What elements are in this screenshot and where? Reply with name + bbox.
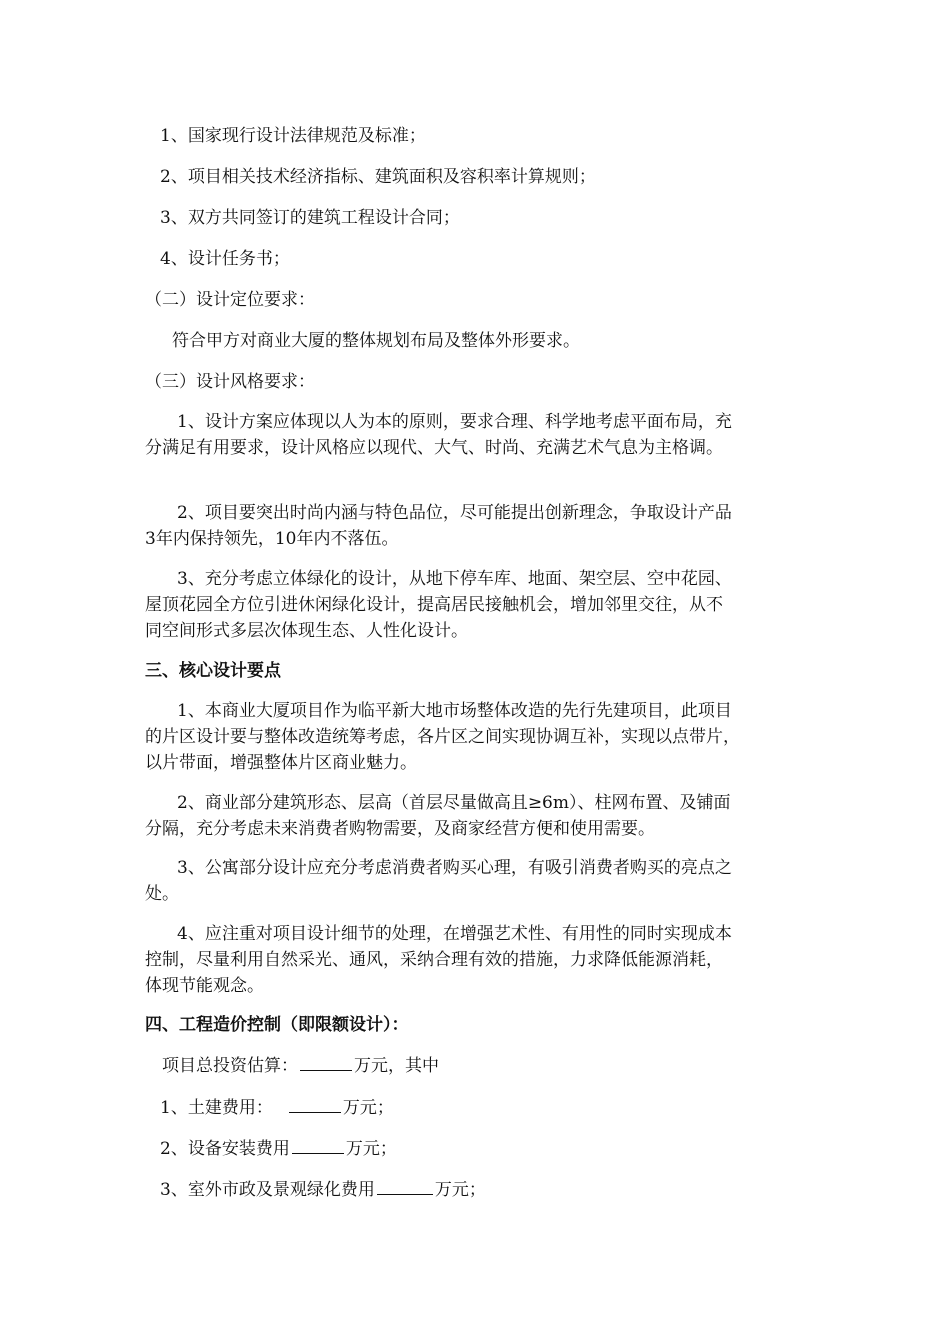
cost-item-1-label: 1、土建费用：: [160, 1098, 273, 1118]
core-p3-line-2: 处。: [145, 884, 179, 904]
style-p1-line-1: 1、设计方案应体现以人为本的原则，要求合理、科学地考虑平面布局，充: [177, 412, 732, 432]
core-paragraph-1: [145, 698, 810, 776]
style-p3-line-2: 屋顶花园全方位引进休闲绿化设计，提高居民接触机会，增加邻里交往，从不: [145, 595, 723, 615]
core-p4-line-3: 体现节能观念。: [145, 976, 264, 996]
core-p4-line-1: 4、应注重对项目设计细节的处理，在增强艺术性、有用性的同时实现成本: [177, 924, 732, 944]
basis-item-4: 4、设计任务书；: [160, 249, 290, 269]
cost-item-3: [160, 1176, 486, 1203]
core-paragraph-4: [145, 921, 810, 999]
core-p1-line-2: 的片区设计要与整体改造统筹考虑，各片区之间实现协调互补，实现以点带片，: [145, 727, 740, 747]
positioning-text: 符合甲方对商业大厦的整体规划布局及整体外形要求。: [172, 331, 580, 351]
core-p4-line-2: 控制，尽量利用自然采光、通风，采纳合理有效的措施，力求降低能源消耗，: [145, 950, 723, 970]
cost-item-1-blank: [289, 1094, 341, 1113]
cost-item-1: [160, 1094, 394, 1121]
cost-total-blank: [300, 1052, 352, 1071]
cost-item-2-label: 2、设备安装费用: [160, 1139, 290, 1159]
cost-item-3-label: 3、室外市政及景观绿化费用: [160, 1180, 375, 1200]
basis-item-3: 3、双方共同签订的建筑工程设计合同；: [160, 208, 460, 228]
core-p2-line-2: 分隔，充分考虑未来消费者购物需要，及商家经营方便和使用需要。: [145, 819, 655, 839]
core-p1-line-3: 以片带面，增强整体片区商业魅力。: [145, 753, 417, 773]
cost-item-2-blank: [292, 1135, 344, 1154]
cost-total-line: [162, 1052, 439, 1079]
cost-item-2-unit: 万元；: [345, 1139, 397, 1159]
cost-total-label: 项目总投资估算：: [162, 1056, 298, 1076]
cost-item-2: [160, 1135, 397, 1162]
style-p1-line-2: 分满足有用要求，设计风格应以现代、大气、时尚、充满艺术气息为主格调。: [145, 438, 723, 458]
core-p1-line-1: 1、本商业大厦项目作为临平新大地市场整体改造的先行先建项目，此项目: [177, 701, 732, 721]
positioning-heading: （二）设计定位要求：: [145, 290, 315, 310]
style-p3-line-3: 同空间形式多层次体现生态、人性化设计。: [145, 621, 468, 641]
core-paragraph-2: [145, 790, 810, 842]
style-paragraph-1: [145, 409, 810, 461]
core-p2-line-1: 2、商业部分建筑形态、层高（首层尽量做高且≥6m）、柱网布置、及铺面: [177, 793, 731, 813]
cost-heading: 四、工程造价控制（即限额设计）：: [145, 1015, 409, 1035]
cost-total-unit: 万元，其中: [354, 1056, 439, 1076]
cost-item-1-unit: 万元；: [342, 1098, 394, 1118]
core-heading: 三、核心设计要点: [145, 661, 281, 681]
basis-item-2: 2、项目相关技术经济指标、建筑面积及容积率计算规则；: [160, 167, 596, 187]
style-p2-line-2: 3年内保持领先，10年内不落伍。: [145, 529, 399, 549]
style-p2-line-1: 2、项目要突出时尚内涵与特色品位，尽可能提出创新理念，争取设计产品: [177, 503, 732, 523]
style-paragraph-2: [145, 500, 810, 552]
cost-item-3-unit: 万元；: [434, 1180, 486, 1200]
style-paragraph-3: [145, 566, 810, 644]
core-paragraph-3: [145, 855, 810, 907]
style-heading: （三）设计风格要求：: [145, 372, 315, 392]
basis-item-1: 1、国家现行设计法律规范及标准；: [160, 126, 426, 146]
style-p3-line-1: 3、充分考虑立体绿化的设计，从地下停车库、地面、架空层、空中花园、: [177, 569, 732, 589]
cost-item-3-blank: [377, 1176, 433, 1195]
core-p3-line-1: 3、公寓部分设计应充分考虑消费者购买心理，有吸引消费者购买的亮点之: [177, 858, 732, 878]
